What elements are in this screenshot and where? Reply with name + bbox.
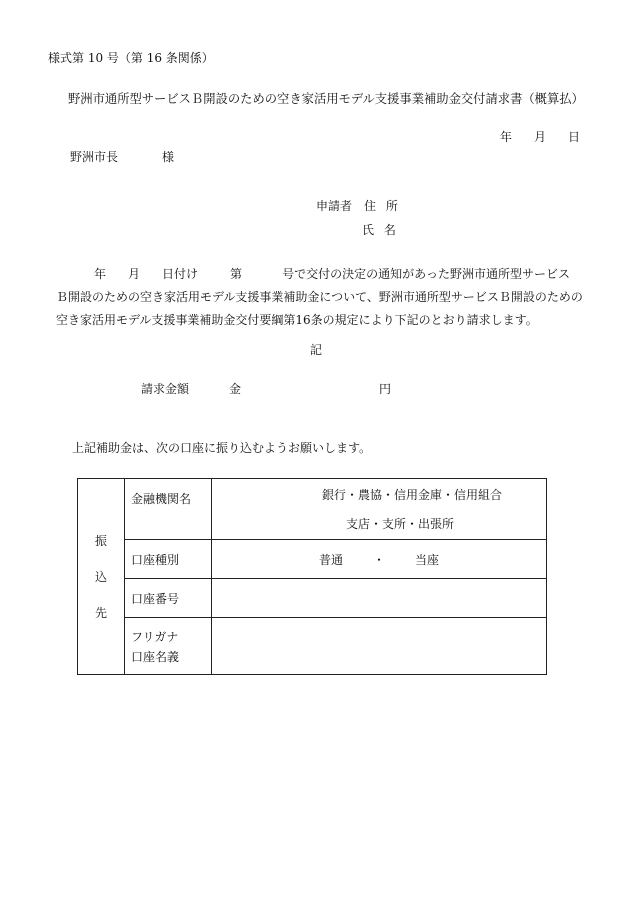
- amount-label: 請求金額: [141, 382, 190, 396]
- account-type-field[interactable]: [212, 540, 547, 579]
- account-number-label: 口座番号: [125, 579, 212, 618]
- addressee-name: 野洲市長: [70, 150, 119, 164]
- side-char-1: 振: [94, 533, 107, 548]
- furigana-label: フリガナ: [131, 629, 179, 644]
- body-month: 月: [128, 267, 141, 281]
- body-line1-rest: 号で交付の決定の通知があった野洲市通所型サービス: [282, 267, 570, 281]
- bank-field[interactable]: [212, 479, 547, 540]
- date-year: 年: [499, 130, 512, 144]
- account-name-label: [125, 618, 212, 675]
- applicant-name-label: 氏 名: [362, 223, 399, 237]
- body-line-2: Ｂ開設のための空き家活用モデル支援事業補助金について、野洲市通所型サービスＢ開設のための: [56, 290, 583, 304]
- account-holder-label: 口座名義: [131, 649, 180, 664]
- body-dai: 第: [230, 267, 243, 281]
- date-line: [500, 131, 580, 143]
- side-char-2: 込: [94, 569, 107, 584]
- address-label: 住 所: [364, 199, 401, 213]
- amount-yen: 円: [379, 382, 392, 396]
- transfer-intro: 上記補助金は、次の口座に振り込むようお願いします。: [72, 441, 372, 455]
- body-year: 年: [94, 267, 107, 281]
- account-number-field[interactable]: [212, 579, 547, 618]
- document-title: 野洲市通所型サービスＢ開設のための空き家活用モデル支援事業補助金交付請求書（概算払）: [68, 92, 584, 106]
- body-line-1: [56, 263, 586, 286]
- transfer-account-table: [77, 478, 547, 675]
- account-type-normal[interactable]: 普通: [318, 552, 343, 567]
- side-char-3: 先: [94, 605, 107, 620]
- bank-options: 銀行・農協・信用金庫・信用組合: [322, 488, 503, 502]
- body-dated: 日付け: [162, 267, 199, 281]
- addressee: [70, 151, 174, 163]
- bank-label: 金融機関名: [125, 479, 212, 540]
- addressee-honorific: 様: [162, 150, 175, 164]
- branch-options: 支店・支所・出張所: [346, 517, 455, 531]
- account-type-separator: ・: [372, 552, 385, 567]
- account-type-label: 口座種別: [125, 540, 212, 579]
- date-month: 月: [533, 130, 546, 144]
- amount-row: [141, 383, 391, 395]
- account-name-field[interactable]: [212, 618, 547, 675]
- applicant-address-row: [316, 200, 401, 212]
- transfer-destination-label: [78, 479, 125, 675]
- amount-kin: 金: [229, 382, 242, 396]
- applicant-label: 申請者: [316, 199, 353, 213]
- body-line-3: 空き家活用モデル支援事業補助金交付要綱第16条の規定により下記のとおり請求します。: [56, 313, 538, 327]
- date-day: 日: [567, 130, 580, 144]
- form-number: 様式第 10 号（第 16 条関係）: [48, 51, 214, 65]
- ki-heading: 記: [310, 343, 323, 357]
- request-body: [56, 263, 586, 332]
- account-type-current[interactable]: 当座: [415, 552, 440, 567]
